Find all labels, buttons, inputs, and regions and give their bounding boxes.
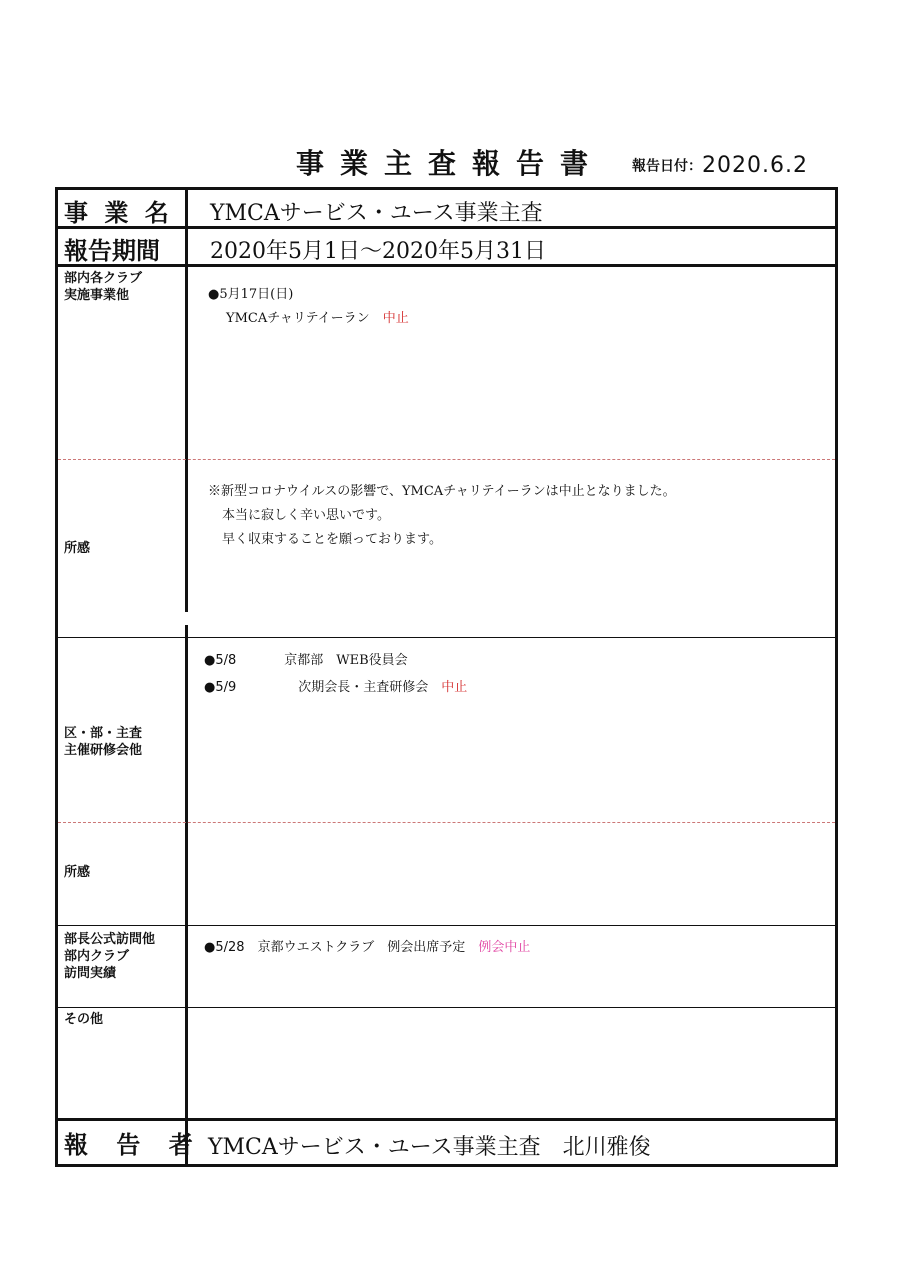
visit-item-1 xyxy=(204,935,530,961)
visit-item-1-status: 例会中止 xyxy=(478,940,531,955)
club-events-item-text: YMCAチャリテイーラン xyxy=(226,311,370,326)
seminar-item-2-date: ●5/9 xyxy=(204,680,237,695)
frame-top-border xyxy=(55,187,838,190)
visits-label: 部長公式訪問他 部内クラブ 訪問実績 xyxy=(64,932,156,981)
frame-bottom-border xyxy=(55,1164,838,1167)
seminar-item-1-date: ●5/8 xyxy=(204,653,237,668)
row-divider-5 xyxy=(55,1007,838,1008)
club-impressions-label: 所感 xyxy=(64,541,91,556)
business-name-label: 事 業 名 xyxy=(64,199,173,227)
seminar-item-2-text: 次期会長・主査研修会 xyxy=(298,680,429,695)
seminar-impressions-label: 所感 xyxy=(64,865,91,880)
column-divider-top xyxy=(185,187,188,612)
seminar-item-2-status: 中止 xyxy=(441,680,468,695)
row-divider-3 xyxy=(55,637,838,638)
row-divider-4 xyxy=(55,925,838,926)
reporter-value: YMCAサービス・ユース事業主査 北川雅俊 xyxy=(208,1135,651,1160)
club-impressions-line3: 早く収束することを願っております。 xyxy=(222,532,442,547)
club-events-label: 部内各クラブ 実施事業他 xyxy=(64,271,143,303)
club-events-line1: ●5月17日(日) xyxy=(208,287,294,302)
reporter-label: 報 告 者 xyxy=(64,1131,203,1159)
document-title: 事業主査報告書 xyxy=(295,147,604,180)
seminar-item-1-text: 京都部 WEB役員会 xyxy=(284,653,408,668)
dashed-divider-2 xyxy=(58,822,835,823)
club-impressions-line1: ※新型コロナウイルスの影響で、YMCAチャリテイーランは中止となりました。 xyxy=(208,484,676,499)
seminar-item-2 xyxy=(204,675,467,701)
business-name-value: YMCAサービス・ユース事業主査 xyxy=(210,201,543,226)
period-value: 2020年5月1日～2020年5月31日 xyxy=(210,239,546,264)
seminar-item-1 xyxy=(204,648,408,674)
report-date-value: 2020.6.2 xyxy=(702,153,808,178)
column-divider-bottom xyxy=(185,625,188,1167)
dashed-divider-1 xyxy=(58,459,835,460)
report-date xyxy=(632,153,808,178)
seminars-label: 区・部・主査 主催研修会他 xyxy=(64,726,143,758)
club-events-item-status: 中止 xyxy=(382,311,409,326)
report-date-label: 報告日付： xyxy=(632,158,702,175)
other-label: その他 xyxy=(64,1012,104,1027)
visit-item-1-date: ●5/28 xyxy=(204,940,245,955)
club-impressions-line2: 本当に寂しく辛い思いです。 xyxy=(222,508,390,523)
frame-left-border xyxy=(55,187,58,1167)
club-events-date xyxy=(208,282,293,308)
visit-item-1-text: 京都ウエストクラブ 例会出席予定 xyxy=(257,940,466,955)
period-label: 報告期間 xyxy=(64,237,160,265)
row-divider-6 xyxy=(55,1118,838,1121)
club-events-item xyxy=(226,306,409,332)
frame-right-border xyxy=(835,187,838,1167)
